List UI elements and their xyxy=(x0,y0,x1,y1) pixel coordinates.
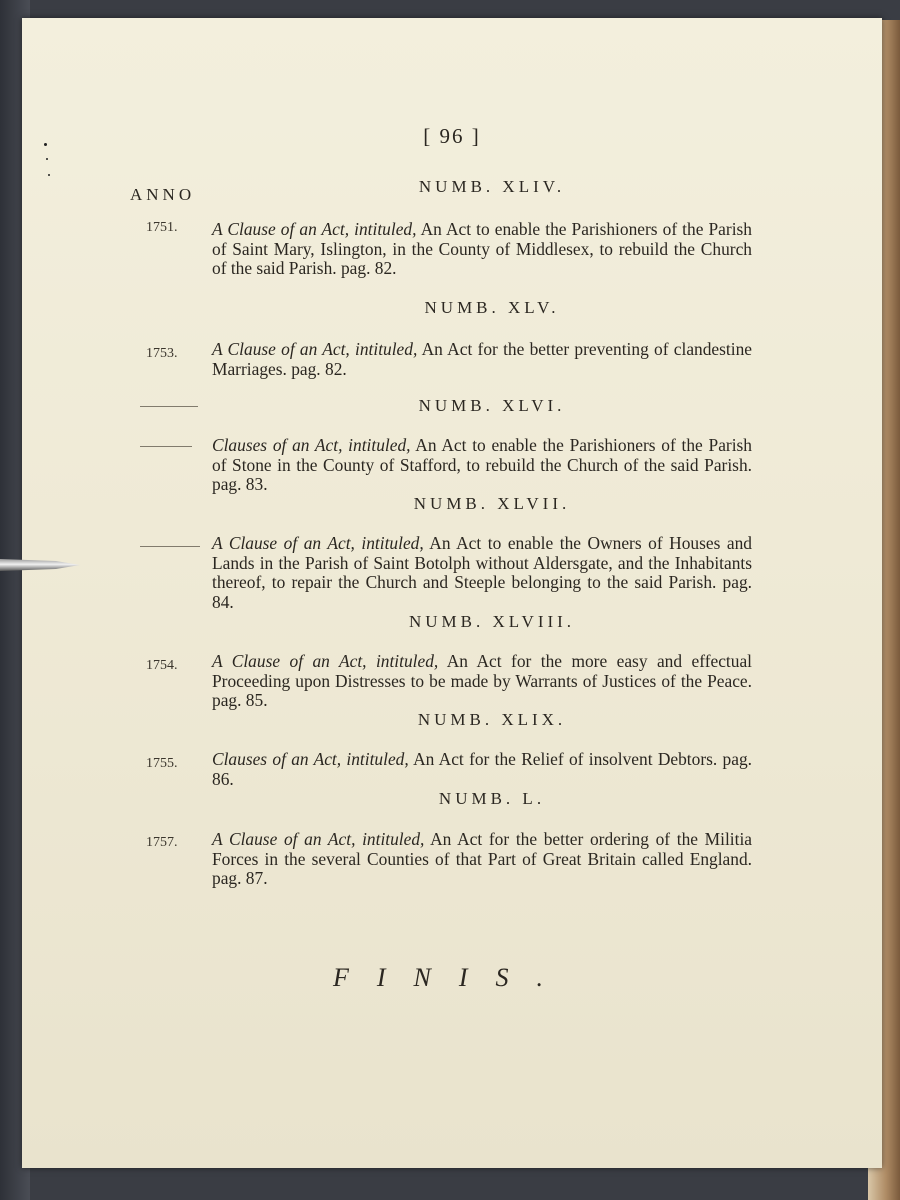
section-heading: NUMB. L. xyxy=(438,789,546,808)
year-margin: 1751. xyxy=(146,220,178,235)
ink-speck xyxy=(48,174,50,176)
entry-text: An Act for the better ordering of the Militia Forces in the several Counties of that Part of Great Britain called England. pag. 87. xyxy=(212,829,752,888)
finis-colophon: FINIS. xyxy=(332,963,572,992)
margin-rule xyxy=(140,446,192,447)
entry-lead: A Clause of an Act, intituled, xyxy=(212,651,439,671)
section-heading: NUMB. XLVII. xyxy=(413,494,571,513)
entry-lead: A Clause of an Act, intituled, xyxy=(212,219,417,239)
year-margin: 1755. xyxy=(146,756,178,771)
section-heading: NUMB. XLIX. xyxy=(417,710,567,729)
entry-paragraph xyxy=(212,652,752,711)
year-margin: 1757. xyxy=(146,835,178,850)
year-margin: 1753. xyxy=(146,346,178,361)
entry-paragraph xyxy=(212,534,752,612)
page-number: [ 96 ] xyxy=(423,124,481,148)
entry-text: An Act to enable the Parishioners of the Parish of Stone in the County of Stafford, to rebuild the Church of the said Parish. pag. 83. xyxy=(212,435,753,494)
entry-text: An Act to enable the Owners of Houses and Lands in the Parish of Saint Botolph without Aldersgate, and the Inhabitants thereof, to repair the Church and Steeple belonging to the said Parish. pag. 84. xyxy=(212,533,752,612)
margin-rule xyxy=(140,406,198,407)
entry-paragraph xyxy=(212,436,752,495)
entry-text: An Act for the more easy and effectual Proceeding upon Distresses to be made by Warrants of Justices of the Peace. pag. 85. xyxy=(212,651,753,710)
section-heading: NUMB. XLVIII. xyxy=(408,612,576,631)
anno-label: ANNO xyxy=(130,185,196,204)
entry-lead: A Clause of an Act, intituled, xyxy=(212,533,424,553)
metal-pointer xyxy=(0,556,80,574)
section-heading: NUMB. XLV. xyxy=(424,298,560,317)
entry-lead: Clauses of an Act, intituled, xyxy=(212,435,411,455)
entry-paragraph xyxy=(212,220,752,279)
entry-lead: Clauses of an Act, intituled, xyxy=(212,749,409,769)
book-page xyxy=(22,18,882,1168)
entry-text: An Act to enable the Parishioners of the Parish of Saint Mary, Islington, in the County of Middlesex, to rebuild the Church of the said Parish. pag. 82. xyxy=(212,219,752,278)
entry-text: An Act for the Relief of insolvent Debtors. pag. 86. xyxy=(212,749,752,789)
entry-paragraph xyxy=(212,750,752,789)
entry-paragraph xyxy=(212,340,752,379)
margin-rule xyxy=(140,546,200,547)
entry-paragraph xyxy=(212,830,752,889)
year-margin: 1754. xyxy=(146,658,178,673)
entry-lead: A Clause of an Act, intituled, xyxy=(212,339,418,359)
entry-text: An Act for the better preventing of clandestine Marriages. pag. 82. xyxy=(212,339,752,379)
ink-speck xyxy=(46,158,48,160)
section-heading: NUMB. XLIV. xyxy=(418,177,566,196)
entry-lead: A Clause of an Act, intituled, xyxy=(212,829,425,849)
section-heading: NUMB. XLVI. xyxy=(418,396,566,415)
